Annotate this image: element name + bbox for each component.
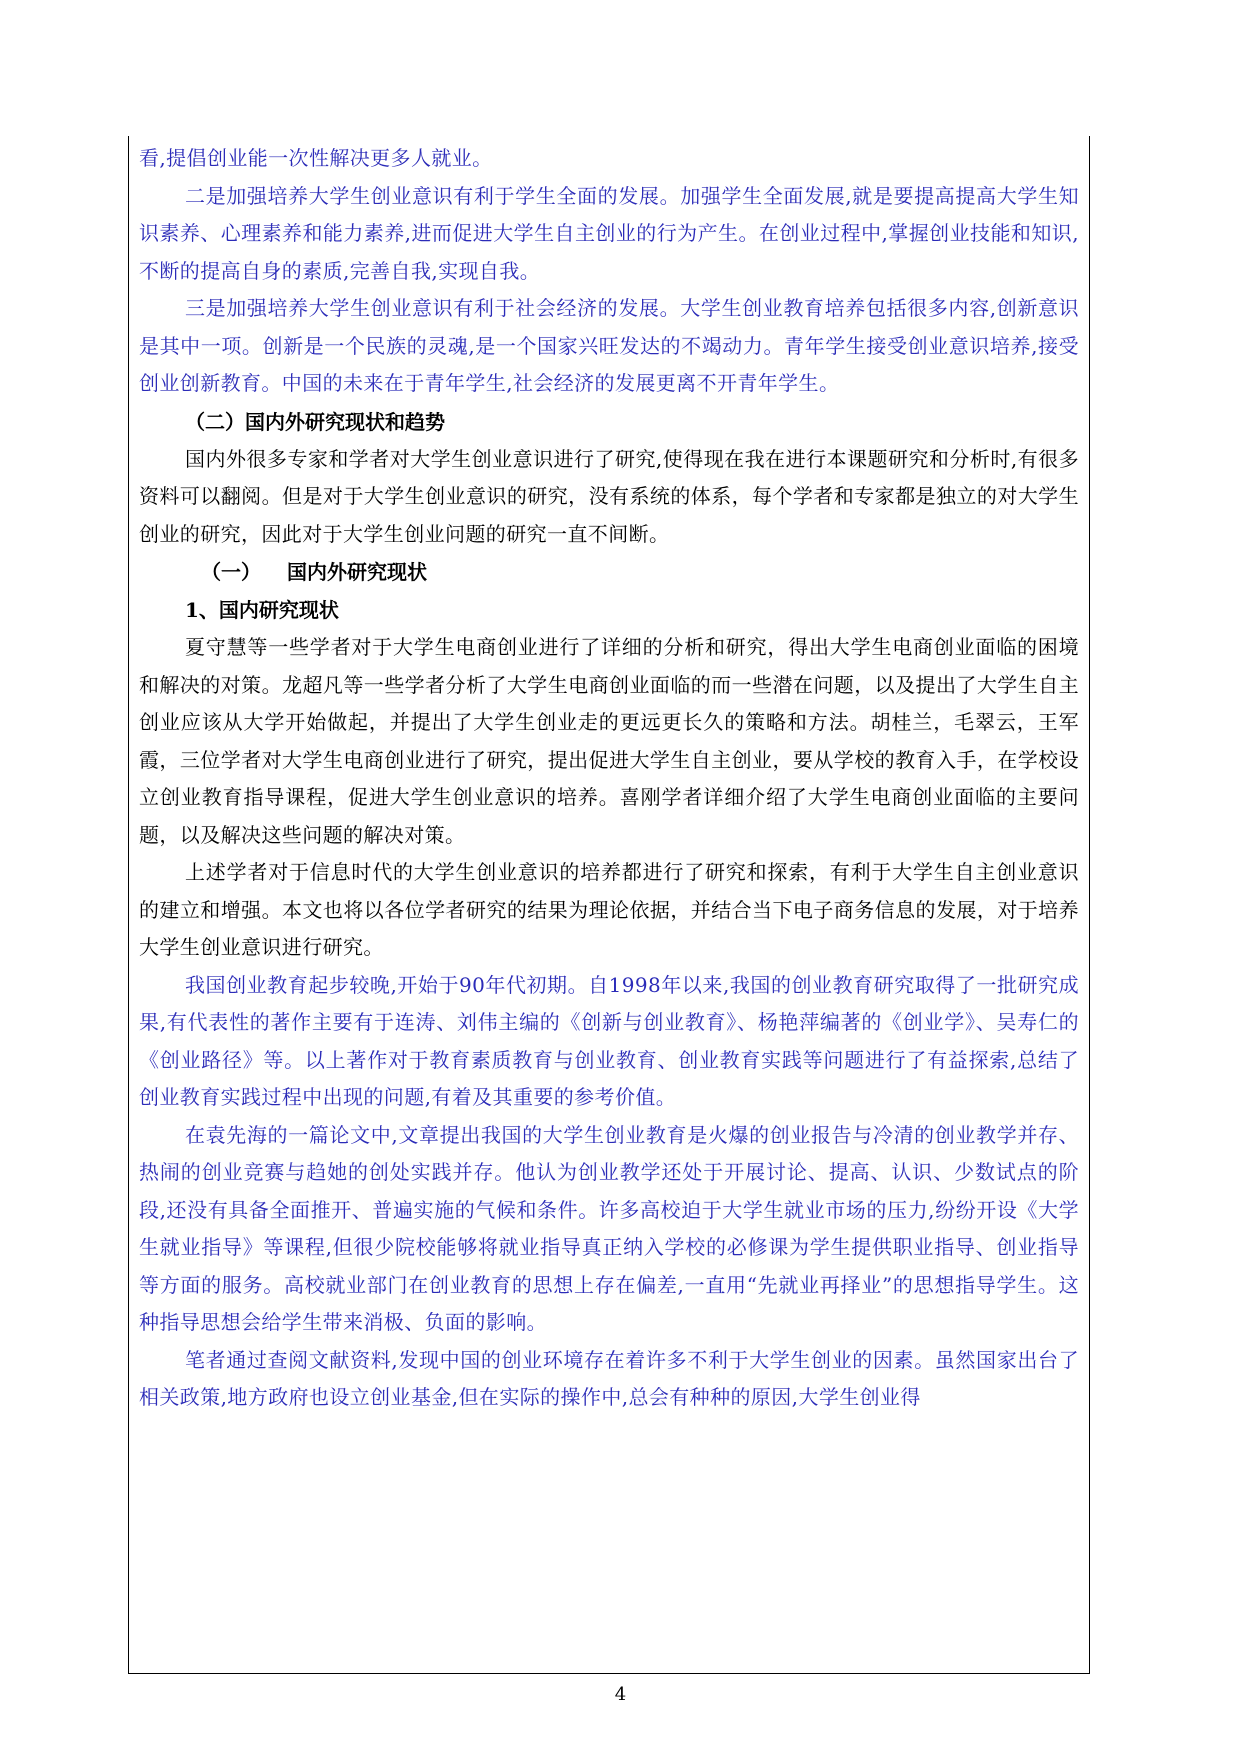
paragraph: 我国创业教育起步较晚,开始于90年代初期。自1998年以来,我国的创业教育研究取得了一批研究成果,有代表性的著作主要有于连涛、刘伟主编的《创新与创业教育》、杨艳萍编著的《创业学》、吴寿仁的《创业路径》等。以上著作对于教育素质教育与创业教育、创业教育实践等问题进行了有益探索,总结了创业教育实践过程中出现的问题,有着及其重要的参考价值。	[139, 972, 1079, 1109]
paragraph: 二是加强培养大学生创业意识有利于学生全面的发展。加强学生全面发展,就是要提高提高大学生知识素养、心理素养和能力素养,进而促进大学生自主创业的行为产生。在创业过程中,掌握创业技能和知识,不断的提高自身的素质,完善自我,实现自我。	[139, 183, 1079, 283]
page-number: 4	[614, 1684, 627, 1705]
section-heading: （二）国内外研究现状和趋势	[185, 409, 445, 434]
paragraph: 看,提倡创业能一次性解决更多人就业。	[139, 146, 493, 170]
subsubsection-heading: 1、国内研究现状	[185, 598, 339, 622]
subsection-heading	[139, 553, 1079, 591]
paragraph: 在袁先海的一篇论文中,文章提出我国的大学生创业教育是火爆的创业报告与冷清的创业教学并存、热闹的创业竞赛与趋她的创处实践并存。他认为创业教学还处于开展讨论、提高、认识、少数试点的阶段,还没有具备全面推开、普遍实施的气候和条件。许多高校迫于大学生就业市场的压力,纷纷开设《大学生就业指导》等课程,但很少院校能够将就业指导真正纳入学校的必修课为学生提供职业指导、创业指导等方面的服务。高校就业部门在创业教育的思想上存在偏差,一直用“先就业再择业”的思想指导学生。这种指导思想会给学生带来消极、负面的影响。	[139, 1122, 1079, 1334]
document-table-cell	[128, 136, 1090, 1674]
paragraph: 上述学者对于信息时代的大学生创业意识的培养都进行了研究和探索，有利于大学生自主创业意识的建立和增强。本文也将以各位学者研究的结果为理论依据，并结合当下电子商务信息的发展，对于培养大学生创业意识进行研究。	[139, 860, 1079, 959]
paragraph: 国内外很多专家和学者对大学生创业意识进行了研究,使得现在我在进行本课题研究和分析时,有很多资料可以翻阅。但是对于大学生创业意识的研究，没有系统的体系，每个学者和专家都是独立的对大学生创业的研究，因此对于大学生创业问题的研究一直不间断。	[139, 446, 1079, 546]
paragraph: 三是加强培养大学生创业意识有利于社会经济的发展。大学生创业教育培养包括很多内容,创新意识是其中一项。创新是一个民族的灵魂,是一个国家兴旺发达的不竭动力。青年学生接受创业意识培养,接受创业创新教育。中国的未来在于青年学生,社会经济的发展更离不开青年学生。	[139, 296, 1079, 395]
subsection-number: （一）	[201, 560, 261, 584]
paragraph: 笔者通过查阅文献资料,发现中国的创业环境存在着许多不利于大学生创业的因素。虽然国家出台了相关政策,地方政府也设立创业基金,但在实际的操作中,总会有种种的原因,大学生创业得	[139, 1347, 1079, 1409]
subsection-title: 国内外研究现状	[287, 560, 427, 584]
paragraph: 夏守慧等一些学者对于大学生电商创业进行了详细的分析和研究，得出大学生电商创业面临的困境和解决的对策。龙超凡等一些学者分析了大学生电商创业面临的而一些潜在问题，以及提出了大学生自主创业应该从大学开始做起，并提出了大学生创业走的更远更长久的策略和方法。胡桂兰，毛翠云，王军霞，三位学者对大学生电商创业进行了研究，提出促进大学生自主创业，要从学校的教育入手，在学校设立创业教育指导课程，促进大学生创业意识的培养。喜刚学者详细介绍了大学生电商创业面临的主要问题，以及解决这些问题的解决对策。	[139, 635, 1079, 847]
